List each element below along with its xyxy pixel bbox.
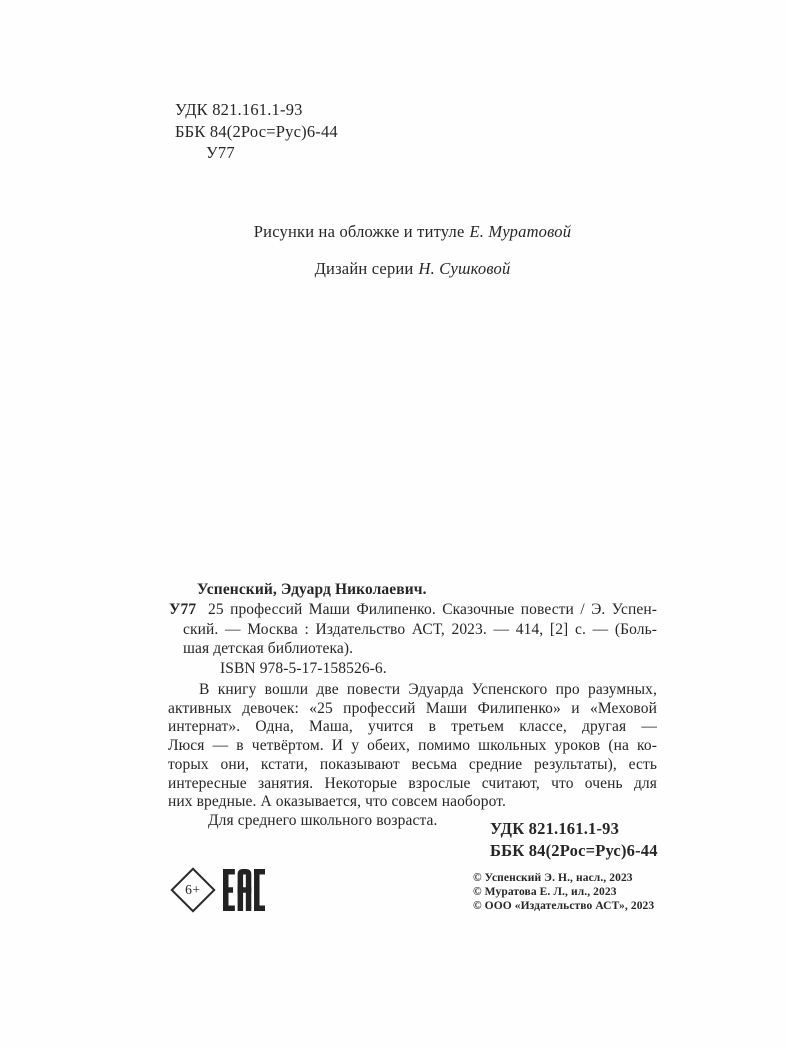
- author-sign: У77: [169, 600, 197, 618]
- udk-code: УДК 821.161.1-93: [490, 819, 620, 838]
- age-rating-diamond-icon: [170, 867, 215, 912]
- catalog-entry-line: шая детская библиотека).: [183, 640, 354, 658]
- author-heading: Успенский, Эдуард Николаевич.: [197, 581, 427, 598]
- designer-credit: [168, 259, 657, 279]
- illustrator-credit: [168, 222, 657, 242]
- copyright-line: © ООО «Издательство АСТ», 2023: [473, 900, 655, 912]
- catalog-entry-line: ский. — Москва : Издательство АСТ, 2023. — 414, [2] с. — (Боль-: [183, 620, 657, 638]
- designer-name: Н. Сушковой: [418, 259, 511, 278]
- top-codes-block: [175, 99, 338, 164]
- age-rating-label: 6+: [185, 882, 201, 897]
- annotation-line: интересные занятия. Некоторые взрослые считают, что очень для: [168, 774, 657, 792]
- bottom-codes-block: [490, 818, 658, 862]
- credit-prefix: Рисунки на обложке и титуле: [253, 222, 465, 241]
- udk-code: УДК 821.161.1-93: [175, 100, 303, 119]
- annotation: [168, 681, 657, 831]
- catalog-card: [168, 580, 657, 679]
- annotation-line: Люся — в четвёртом. И у обеих, помимо школьных уроков (на ко-: [168, 737, 657, 755]
- copyright-line: © Муратова Е. Л., ил., 2023: [473, 886, 617, 898]
- copyright-block: [473, 871, 654, 913]
- eac-conformity-icon: [223, 867, 265, 918]
- bbk-code: ББК 84(2Рос=Рус)6-44: [490, 841, 658, 860]
- catalog-entry-text: 25 профессий Маши Филипенко. Сказочные повести / Э. Успен-: [208, 600, 657, 618]
- catalog-entry-line: [168, 600, 657, 620]
- age-rating-badge: [171, 868, 215, 912]
- credit-prefix: Дизайн серии: [314, 259, 414, 278]
- audience-note: Для среднего школьного возраста.: [208, 811, 438, 829]
- annotation-line: В книгу вошли две повести Эдуарда Успенского про разумных,: [199, 681, 657, 698]
- annotation-line: них вредные. А оказывается, что совсем наоборот.: [168, 793, 506, 811]
- illustrator-name: Е. Муратовой: [469, 222, 572, 241]
- copyright-line: © Успенский Э. Н., насл., 2023: [473, 872, 633, 884]
- isbn: ISBN 978-5-17-158526-6.: [220, 660, 387, 678]
- bbk-code: ББК 84(2Рос=Рус)6-44: [175, 121, 338, 141]
- author-sign: У77: [206, 143, 235, 162]
- annotation-line: интернат». Одна, Маша, учится в третьем классе, другая —: [168, 718, 657, 736]
- annotation-line: активных девочек: «25 профессий Маши Филипенко» и «Меховой: [168, 699, 657, 717]
- annotation-line: торых они, кстати, показывают весьма средние результаты), есть: [168, 755, 657, 773]
